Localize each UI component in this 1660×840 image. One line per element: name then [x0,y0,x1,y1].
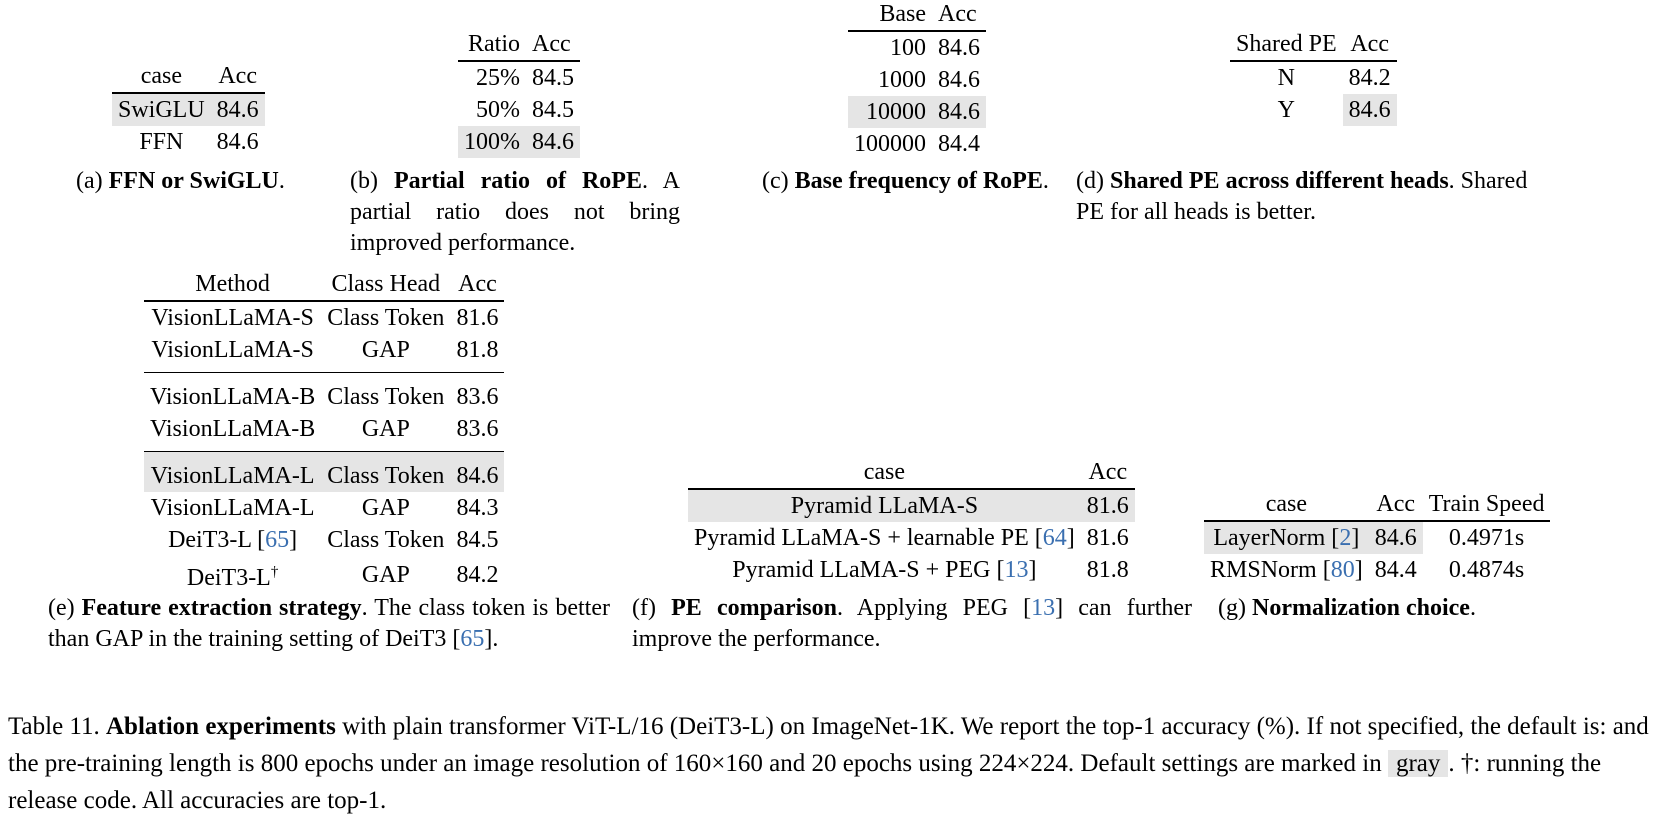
table-row: N 84.2 [1277,65,1391,91]
table-row: 100% 84.6 [458,126,580,158]
caption-f: (f) PE comparison. Applying PEG [13] can further improve the performance. [632,595,1193,652]
table-row: 1000 84.6 [878,67,980,93]
table-f [688,456,1135,586]
table-row: VisionLLaMA-B GAP 83.6 [150,416,499,442]
header-acc: Acc [1369,488,1423,521]
header-acc: Acc [211,60,265,93]
table-row: Y 84.6 [1230,94,1397,126]
table-a [112,60,265,158]
table-row: LayerNorm [2] 84.6 0.4971s [1204,521,1550,554]
header-acc: Acc [1081,456,1135,489]
citation-link[interactable]: 65 [460,626,485,652]
table-row: 100 84.6 [890,35,980,61]
table-row: Pyramid LLaMA-S 81.6 [688,489,1135,522]
header-base: Base [848,0,932,31]
caption-d: (d) Shared PE across different heads. Shared PE for all heads is better. [1076,168,1528,225]
table-d [1230,28,1397,126]
citation-link[interactable]: 80 [1330,557,1355,583]
table-row: RMSNorm [80] 84.4 0.4874s [1210,557,1525,583]
table-row: VisionLLaMA-S Class Token 81.6 [151,305,499,331]
table-row: VisionLLaMA-L GAP 84.3 [150,495,499,521]
caption-e: (e) Feature extraction strategy. The class token is better than GAP in the training setting of DeiT3 [65]. [48,595,610,652]
header-case: case [1204,488,1369,521]
citation-link[interactable]: 13 [1004,557,1029,583]
header-method: Method [144,268,321,301]
gray-marker: gray [1388,750,1448,777]
citation-link[interactable]: 13 [1031,595,1056,621]
table-row: 10000 84.6 [848,96,986,128]
header-class-head: Class Head [321,268,450,301]
header-acc: Acc [932,0,986,31]
table-row: DeiT3-L [65] Class Token 84.5 [168,527,499,553]
caption-b: (b) Partial ratio of RoPE. A partial ratio does not bring improved performance. [350,168,681,256]
header-acc: Acc [526,28,580,61]
table-row: FFN 84.6 [139,129,259,155]
header-ratio: Ratio [458,28,526,61]
table-b [458,28,580,158]
table-row: SwiGLU 84.6 [112,93,265,126]
table-row: DeiT3-L† GAP 84.2 [186,562,499,591]
table-caption: Table 11. Ablation experiments with plain transformer ViT-L/16 (DeiT3-L) on ImageNet-1K. We report the top-1 accuracy (%). If not specified, the default is: and the pre-training length is 800 epochs under an image resolution of 160×160 and 20 epochs using 224×224. Default settings are marked in gray . †: running the release code. All accuracies are top-1. [8,713,1649,814]
header-train-speed: Train Speed [1423,488,1551,521]
table-row: 50% 84.5 [476,97,574,123]
header-case: case [112,60,211,93]
citation-link[interactable]: 2 [1339,525,1352,551]
header-acc: Acc [450,268,504,301]
table-row: Pyramid LLaMA-S + learnable PE [64] 81.6 [694,525,1129,551]
table-row: Pyramid LLaMA-S + PEG [13] 81.8 [732,557,1129,583]
header-acc: Acc [1343,28,1397,61]
header-shared-pe: Shared PE [1230,28,1343,61]
citation-link[interactable]: 65 [265,527,290,553]
header-case: case [688,456,1081,489]
table-g [1204,488,1550,586]
table-row: VisionLLaMA-L Class Token 84.6 [144,452,504,493]
caption-c: (c) Base frequency of RoPE. [762,168,1049,194]
citation-link[interactable]: 64 [1042,525,1067,551]
table-row: VisionLLaMA-S GAP 81.8 [151,337,499,363]
caption-g: (g) Normalization choice. [1218,595,1476,621]
table-row: 100000 84.4 [854,131,980,157]
caption-a: (a) FFN or SwiGLU. [76,168,285,194]
table-e [144,268,504,594]
table-c [848,0,986,160]
table-row: 25% 84.5 [476,65,574,91]
table-row: VisionLLaMA-B Class Token 83.6 [144,373,504,414]
